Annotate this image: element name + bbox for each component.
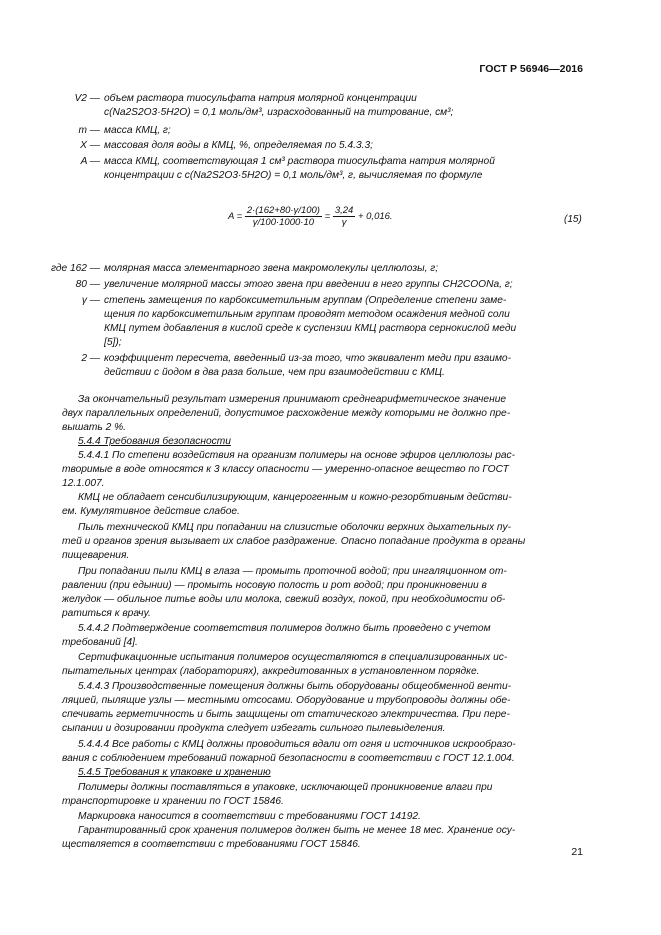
body-line: желудок — обильное питье воды или молока, свежий воздух, покой, при необходимости об- bbox=[62, 594, 506, 605]
standard-header: ГОСТ Р 56946—2016 bbox=[479, 63, 583, 75]
def-line: [5]); bbox=[104, 337, 122, 348]
def-symbol-m: m — bbox=[78, 125, 100, 136]
formula-equals: = bbox=[324, 211, 331, 223]
body-line: сыпании и дозировании продукта следует избегать сильного пылевыделения. bbox=[62, 723, 446, 734]
def-line: увеличение молярной массы этого звена при введении в него группы CH2COONa, г; bbox=[104, 279, 513, 290]
body-line: 5.4.4.1 По степени воздействия на организм полимеры на основе эфиров целлюлозы рас- bbox=[78, 450, 516, 461]
formula-denominator: γ bbox=[341, 217, 347, 228]
def-symbol-v2: V2 — bbox=[74, 93, 100, 104]
body-line: пытательных центрах (лабораториях), аккредитованных в установленном порядке. bbox=[62, 666, 480, 677]
def-symbol-80: 80 — bbox=[75, 279, 100, 290]
def-line: c(Na2S2O3·5H2O) = 0,1 моль/дм³, израсходованный на титрование, см³; bbox=[104, 107, 454, 118]
body-line: Гарантированный срок хранения полимеров должен быть не менее 18 мес. Хранение осу- bbox=[78, 825, 516, 836]
formula-fraction-1 bbox=[245, 205, 322, 228]
body-line: двух параллельных определений, допустимое расхождение между которыми не должно пре- bbox=[62, 408, 511, 419]
body-line: спечивать герметичность и быть защищены от статического электричества. При пере- bbox=[62, 709, 510, 720]
def-line: масса КМЦ, г; bbox=[104, 125, 171, 136]
def-line: масса КМЦ, соответствующая 1 см³ раствора тиосульфата натрия молярной bbox=[104, 156, 495, 167]
body-line: вания с соблюдением требований пожарной безопасности в соответствии с ГОСТ 12.1.004. bbox=[62, 753, 515, 764]
body-line: ляцией, пылящие узлы — местными отсосами. Оборудование и трубопроводы должны обе- bbox=[62, 695, 511, 706]
body-line: тей и органов зрения вызывает их слабое раздражение. Опасно попадание продукта в органы bbox=[62, 536, 526, 547]
def-symbol-162: где 162 — bbox=[50, 263, 100, 274]
body-line: КМЦ не обладает сенсибилизирующим, канцерогенным и кожно-резорбтивным действи- bbox=[78, 492, 512, 503]
body-line: ем. Кумулятивное действие слабое. bbox=[62, 506, 240, 517]
formula-15 bbox=[228, 205, 393, 228]
formula-fraction-2 bbox=[333, 205, 356, 228]
body-line: Полимеры должны поставляться в упаковке, исключающей проникновение влаги при bbox=[78, 782, 493, 793]
def-line: щения по карбоксиметильным группам проводят методом осаждения медной соли bbox=[104, 309, 510, 320]
def-line: объем раствора тиосульфата натрия молярной концентрации bbox=[104, 93, 417, 104]
page-number: 21 bbox=[571, 846, 583, 858]
body-line: творимые в воде относятся к 3 классу опасности — умеренно-опасное вещество по ГОСТ bbox=[62, 464, 509, 475]
body-line: 5.4.4.2 Подтверждение соответствия полимеров должно быть проведено с учетом bbox=[78, 623, 491, 634]
section-heading-packaging: 5.4.5 Требования к упаковке и хранению bbox=[78, 767, 271, 778]
body-line: 12.1.007. bbox=[62, 478, 105, 489]
def-line: степень замещения по карбоксиметильным группам (Определение степени заме- bbox=[104, 295, 507, 306]
body-line: 5.4.4.3 Производственные помещения должны быть оборудованы общеобменной венти- bbox=[78, 681, 512, 692]
def-line: концентрации с c(Na2S2O3·5H2O) = 0,1 моль/дм³, г, вычисляемая по формуле bbox=[104, 170, 483, 181]
body-line: При попадании пыли КМЦ в глаза — промыть проточной водой; при ингаляционном от- bbox=[78, 566, 507, 577]
formula-numerator: 3,24 bbox=[334, 205, 354, 216]
body-line: За окончательный результат измерения принимают среднеарифметическое значение bbox=[78, 394, 507, 405]
formula-tail: + 0,016. bbox=[357, 211, 393, 223]
body-line: Пыль технической КМЦ при попадании на слизистые оболочки верхних дыхательных пу- bbox=[78, 522, 512, 533]
equation-number: (15) bbox=[564, 214, 582, 225]
body-line: вышать 2 %. bbox=[62, 422, 126, 433]
def-symbol-a: A — bbox=[80, 156, 100, 167]
body-line: ществляется в соответствии с требованиями ГОСТ 15846. bbox=[62, 839, 361, 850]
def-line: коэффициент пересчета, введенный из-за того, что эквивалент меди при взаимо- bbox=[104, 353, 511, 364]
def-line: молярная масса элементарного звена макромолекулы целлюлозы, г; bbox=[104, 263, 439, 274]
formula-denominator: γ/100·1000·10 bbox=[252, 217, 315, 228]
body-line: ратиться к врачу. bbox=[62, 608, 151, 619]
body-line: требований [4]. bbox=[62, 637, 138, 648]
body-line: пищеварения. bbox=[62, 550, 130, 561]
body-line: Сертификационные испытания полимеров осуществляются в специализированных ис- bbox=[78, 652, 508, 663]
body-line: равлении (при едынии) — промыть носовую полость и рот водой; при проникновении в bbox=[62, 580, 487, 591]
body-line: транспортировке и хранении по ГОСТ 15846. bbox=[62, 796, 284, 807]
formula-numerator: 2·(162+80·γ/100) bbox=[246, 205, 320, 216]
body-line: 5.4.4.4 Все работы с КМЦ должны проводиться вдали от огня и источников искрообразо- bbox=[78, 739, 516, 750]
def-line: действии с йодом в два раза больше, чем при взаимодействии с КМЦ. bbox=[104, 367, 445, 378]
def-line: КМЦ путем добавления в кислой среде к суспензии КМЦ раствора сернокислой меди bbox=[104, 323, 517, 334]
def-symbol-gamma: γ — bbox=[81, 295, 100, 306]
def-line: массовая доля воды в КМЦ, %, определяемая по 5.4.3.3; bbox=[104, 140, 373, 151]
section-heading-safety: 5.4.4 Требования безопасности bbox=[78, 436, 231, 447]
body-line: Маркировка наносится в соответствии с требованиями ГОСТ 14192. bbox=[78, 811, 421, 822]
def-symbol-2: 2 — bbox=[81, 353, 100, 364]
def-symbol-x: X — bbox=[80, 140, 100, 151]
formula-lhs: A = bbox=[228, 211, 243, 223]
